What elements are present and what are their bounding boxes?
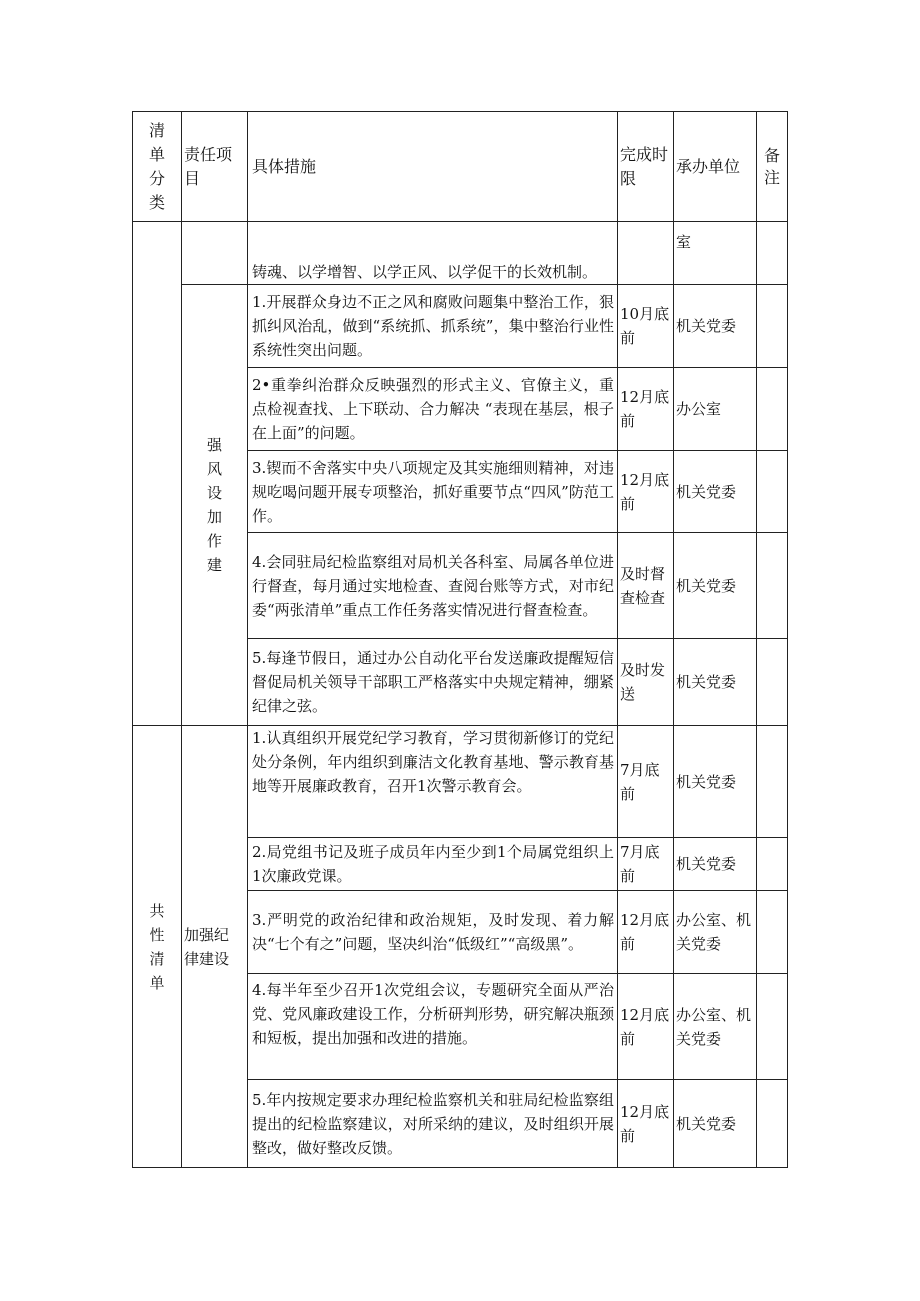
deadline-cell: 7月底前 (618, 838, 674, 891)
measure-cell: 5.年内按规定要求办理纪检监察机关和驻局纪检监察组提出的纪检监察建议，对所采纳的建议，及时组织开展整改，做好整改反馈。 (248, 1080, 618, 1168)
category-cell-blank (133, 222, 182, 726)
measure-cell: 4.每半年至少召开1次党组会议，专题研究全面从严治党、党风廉政建设工作，分析研判形势，研究解决瓶颈和短板，提出加强和改进的措施。 (248, 974, 618, 1080)
table-row (133, 726, 788, 838)
header-deadline: 完成时 限 (618, 112, 674, 222)
remark-cell (757, 451, 788, 533)
deadline-cell: 12月底前 (618, 1080, 674, 1168)
remark-cell (757, 1080, 788, 1168)
measure-cell: 1.开展群众身边不正之风和腐败问题集中整治工作，狠抓纠风治乱，做到“系统抓、抓系统”，集中整治行业性系统性突出问题。 (248, 285, 618, 368)
header-category: 清 单 分 类 (133, 112, 182, 222)
deadline-cell (618, 222, 674, 285)
unit-cell: 办公室、机关党委 (674, 974, 757, 1080)
remark-cell (757, 891, 788, 974)
deadline-cell: 12月底前 (618, 451, 674, 533)
unit-cell: 机关党委 (674, 533, 757, 639)
table-row (133, 222, 788, 285)
measure-cell: 铸魂、以学增智、以学正风、以学促干的长效机制。 (248, 222, 618, 285)
unit-cell: 办公室、机关党委 (674, 891, 757, 974)
measure-cell: 3.锲而不舍落实中央八项规定及其实施细则精神，对违规吃喝问题开展专项整治，抓好重要节点“四风”防范工作。 (248, 451, 618, 533)
deadline-cell: 12月底前 (618, 974, 674, 1080)
measure-cell: 5.每逢节假日，通过办公自动化平台发送廉政提醒短信督促局机关领导干部职工严格落实中央规定精神，绷紧纪律之弦。 (248, 639, 618, 726)
header-measures: 具体措施 (248, 112, 618, 222)
remark-cell (757, 838, 788, 891)
unit-cell: 机关党委 (674, 726, 757, 838)
remark-cell (757, 285, 788, 368)
deadline-cell: 10月底前 (618, 285, 674, 368)
deadline-cell: 7月底前 (618, 726, 674, 838)
project-cell-discipline: 加强纪 律建设 (182, 726, 248, 1168)
unit-cell: 办公室 (674, 368, 757, 451)
unit-cell: 机关党委 (674, 838, 757, 891)
unit-cell: 机关党委 (674, 285, 757, 368)
remark-cell (757, 726, 788, 838)
remark-cell (757, 368, 788, 451)
project-cell-section1: 强 风 设 加 作 建 (182, 285, 248, 726)
deadline-cell: 及时督查检查 (618, 533, 674, 639)
deadline-cell: 12月底前 (618, 368, 674, 451)
unit-cell: 机关党委 (674, 639, 757, 726)
remark-cell (757, 222, 788, 285)
measure-cell: 2.局党组书记及班子成员年内至少到1个局属党组织上1次廉政党课。 (248, 838, 618, 891)
unit-cell: 机关党委 (674, 451, 757, 533)
remark-cell (757, 639, 788, 726)
header-row (133, 112, 788, 222)
unit-cell: 室 (674, 222, 757, 285)
measure-cell: 1.认真组织开展党纪学习教育，学习贯彻新修订的党纪处分条例，年内组织到廉洁文化教育基地、警示教育基地等开展廉政教育，召开1次警示教育会。 (248, 726, 618, 838)
measure-cell: 2•重拳纠治群众反映强烈的形式主义、官僚主义，重点检视查找、上下联动、合力解决 “表现在基层，根子在上面”的问题。 (248, 368, 618, 451)
remark-cell (757, 974, 788, 1080)
measure-cell: 4.会同驻局纪检监察组对局机关各科室、局属各单位进行督查，每月通过实地检查、查阅台账等方式，对市纪委“两张清单”重点工作任务落实情况进行督查检查。 (248, 533, 618, 639)
category-cell-common-list: 共 性 清 单 (133, 726, 182, 1168)
remark-cell (757, 533, 788, 639)
responsibility-list-table-wrapper (132, 111, 788, 1168)
header-project: 责任项 目 (182, 112, 248, 222)
responsibility-list-table (132, 111, 788, 1168)
deadline-cell: 12月底前 (618, 891, 674, 974)
table-row (133, 285, 788, 368)
measure-cell: 3.严明党的政治纪律和政治规矩，及时发现、着力解决“七个有之”问题，坚决纠治“低级红”“高级黑”。 (248, 891, 618, 974)
unit-cell: 机关党委 (674, 1080, 757, 1168)
header-remark: 备 注 (757, 112, 788, 222)
deadline-cell: 及时发送 (618, 639, 674, 726)
header-unit: 承办单位 (674, 112, 757, 222)
project-cell-blank (182, 222, 248, 285)
